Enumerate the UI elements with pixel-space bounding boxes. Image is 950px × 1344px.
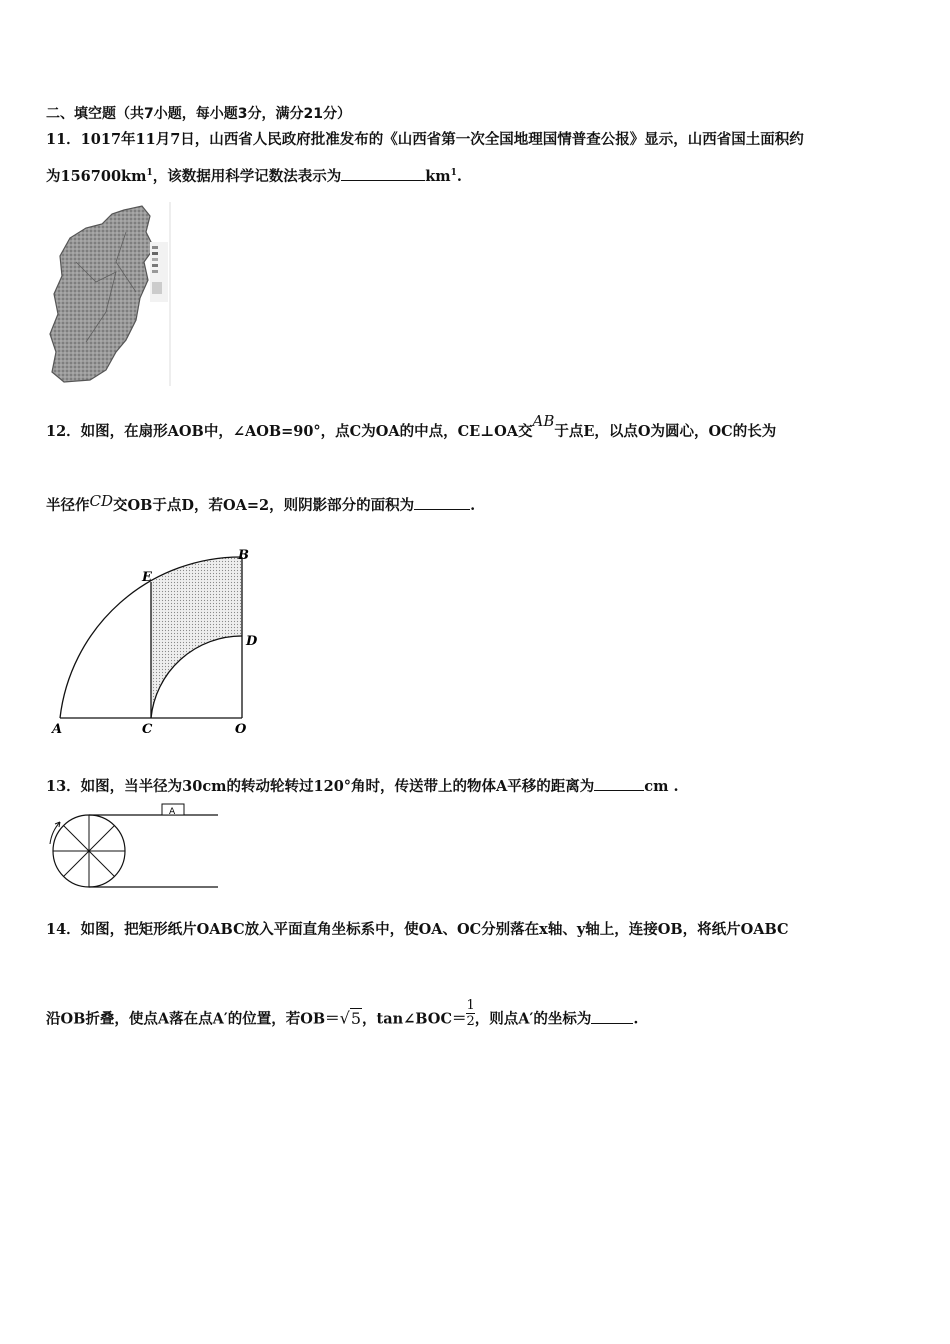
q11-sup2: 1 bbox=[450, 168, 457, 179]
pulley-figure bbox=[44, 800, 224, 892]
q13-line bbox=[46, 775, 679, 796]
q14-end: . bbox=[633, 1010, 639, 1028]
q11-unit: km bbox=[425, 168, 451, 185]
q14-line2 bbox=[46, 998, 639, 1035]
q13-text: 13．如图，当半径为30cm的转动轮转过120°角时，传送带上的物体A平移的距离为 bbox=[46, 778, 595, 795]
arc-cd-symbol: CD bbox=[89, 492, 114, 510]
label-a: A bbox=[52, 722, 63, 737]
q12-text-post: 于点E，以点O为圆心，OC的长为 bbox=[554, 423, 777, 440]
label-b: B bbox=[238, 548, 249, 563]
label-e: E bbox=[142, 570, 152, 585]
q12-text2-pre: 半径作 bbox=[46, 497, 90, 514]
q13-unit: cm . bbox=[644, 778, 679, 795]
q11-text-mid: ，该数据用科学记数法表示为 bbox=[152, 168, 342, 185]
q11-text-pre: 为156700km bbox=[46, 168, 147, 185]
q12-text-pre: 12．如图，在扇形AOB中，∠AOB=90°，点C为OA的中点，CE⊥OA交 bbox=[46, 423, 533, 440]
fraction-one-half: $\frac{1}{2}$ bbox=[466, 998, 475, 1029]
q11-line2 bbox=[46, 165, 462, 186]
q12-text2-post: 交OB于点D，若OA=2，则阴影部分的面积为 bbox=[113, 497, 415, 514]
q12-line1 bbox=[46, 412, 777, 441]
q14-line1: 14．如图，把矩形纸片OABC放入平面直角坐标系中，使OA、OC分别落在x轴、y轴上，连接OB，将纸片OABC bbox=[46, 921, 789, 938]
q13-answer-blank[interactable] bbox=[594, 789, 644, 791]
q11-line1: 11．1017年11月7日，山西省人民政府批准发布的《山西省第一次全国地理国情普查公报》显示，山西省国土面积约 bbox=[46, 131, 804, 148]
object-a-label: A bbox=[169, 807, 176, 817]
section-title: 二、填空题（共7小题，每小题3分，满分21分） bbox=[46, 106, 351, 122]
label-o: O bbox=[235, 722, 247, 737]
q11-end: . bbox=[456, 168, 462, 185]
q14-text-mid: ，tan∠BOC＝ bbox=[362, 1010, 467, 1028]
q12-answer-blank[interactable] bbox=[414, 508, 470, 510]
label-c: C bbox=[142, 722, 153, 737]
q14-text-post: ，则点A′的坐标为 bbox=[474, 1010, 592, 1028]
q12-end: . bbox=[470, 497, 476, 514]
q11-sup1: 1 bbox=[146, 168, 153, 179]
shanxi-map-image bbox=[46, 202, 174, 386]
label-d: D bbox=[246, 634, 258, 649]
q14-answer-blank[interactable] bbox=[591, 1022, 633, 1024]
arc-ab-symbol: AB bbox=[532, 412, 555, 430]
q11-answer-blank[interactable] bbox=[341, 179, 425, 181]
q12-line2 bbox=[46, 494, 475, 515]
sector-figure bbox=[44, 545, 270, 737]
sqrt-5: √5 bbox=[339, 1008, 361, 1028]
q14-text-pre: 沿OB折叠，使点A落在点A′的位置，若OB＝ bbox=[46, 1010, 340, 1028]
